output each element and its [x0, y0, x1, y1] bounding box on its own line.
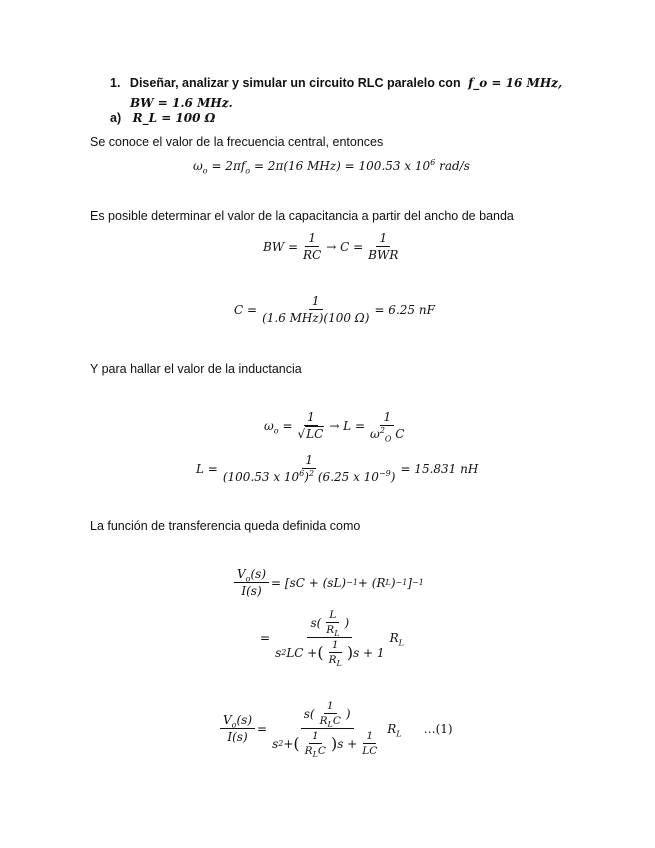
- equation-omega: $\omega_o = 2\pi f_o = 2\pi(16$ MHz) = 100.53 x $10^6$ rad/s: [193, 158, 470, 176]
- item-number: 1.: [110, 76, 121, 90]
- heading-line-1: [110, 76, 562, 90]
- sub-item-rl-math: R_L = 100 Ω: [132, 111, 216, 125]
- equation-bandwidth: BW = $\frac{1}{RC}$ → C = $\frac{1}{\text{BWR}}$: [263, 231, 399, 262]
- sub-item-a: [110, 111, 215, 125]
- equation-transfer-function-1: $\frac{V_o(s)}{I(s)}$ = [sC + (sL) −1 + (R L ) −1 ] −1: [232, 567, 424, 598]
- equation-transfer-function-2: = s( $\frac{L}{R_L}$ ) s 2 LC + ( $\frac{1}{R_L}$ ) s + 1 $R_L$: [260, 609, 404, 669]
- heading-bw-math: BW = 1.6 MHz.: [130, 96, 233, 110]
- equation-capacitance-value: C = $\frac{1}{\text{(1.6 MHz)(100 Ω)}}$ = 6.25 nF: [234, 294, 435, 325]
- heading-line-2: [130, 94, 233, 112]
- heading-f0-math: f_o = 16 MHz,: [468, 76, 563, 90]
- equation-inductance-formula: $\omega_o$ = $\frac{1}{√LC}$ → L = $\frac{1}{\omega^2_O C}$: [264, 410, 405, 444]
- equation-label: …(1): [423, 721, 453, 736]
- paragraph-central-frequency: Se conoce el valor de la frecuencia central, entonces: [90, 135, 384, 149]
- paragraph-capacitance: Es posible determinar el valor de la capacitancia a partir del ancho de banda: [90, 209, 514, 223]
- paragraph-inductance: Y para hallar el valor de la inductancia: [90, 362, 302, 376]
- heading-text: Diseñar, analizar y simular un circuito RLC paralelo con: [129, 76, 461, 90]
- equation-transfer-function-3: $\frac{V_o(s)}{I(s)}$ = s( $\frac{1}{R_LC}$ ) s 2 + ( $\frac{1}{R_LC}$ ) s + $\frac{1}{LC}$ $R_L$ …(1): [218, 700, 453, 757]
- sub-item-label: a): [110, 111, 122, 125]
- equation-inductance-value: L = $\frac{1}{(100.53 x 10^6)^2 (6.25 x 10^{-9})}$ = 15.831 nH: [196, 453, 479, 484]
- paragraph-transfer-function: La función de transferencia queda definida como: [90, 519, 361, 533]
